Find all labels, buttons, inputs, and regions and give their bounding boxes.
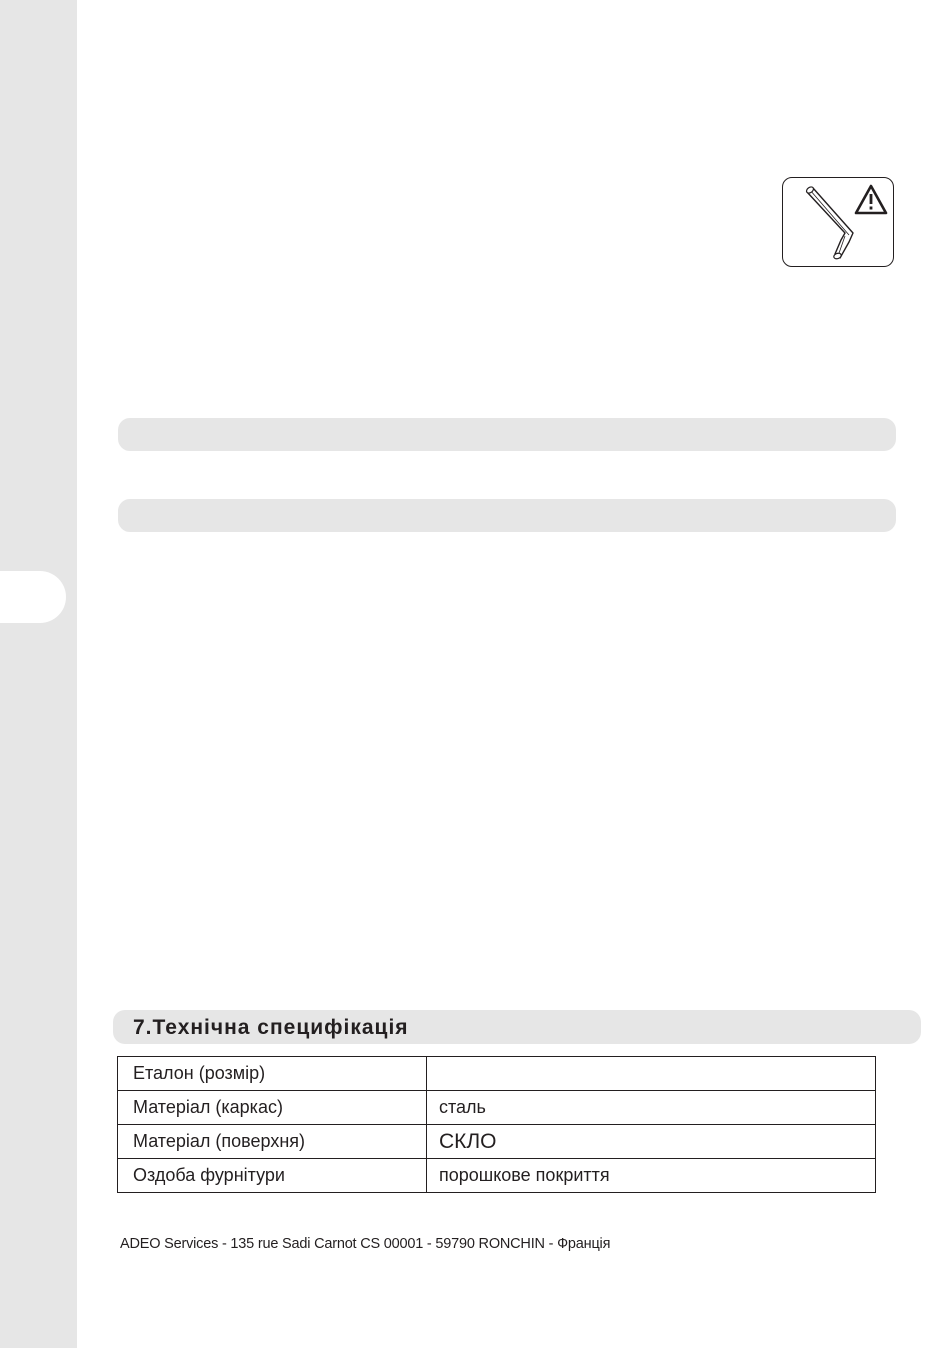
tool-requirement-box: [782, 177, 894, 267]
spec-label: Матеріал (поверхня): [118, 1125, 427, 1159]
table-row: [118, 1159, 876, 1193]
warning-triangle-icon: [783, 178, 895, 268]
side-margin-strip: [0, 0, 77, 1348]
gray-band-2: [118, 499, 896, 532]
spec-value: сталь: [427, 1091, 876, 1125]
spec-label: Матеріал (каркас): [118, 1091, 427, 1125]
table-row: [118, 1091, 876, 1125]
gray-band-1: [118, 418, 896, 451]
section-header-bar: [113, 1010, 921, 1044]
table-row: [118, 1057, 876, 1091]
spec-label: Оздоба фурнітури: [118, 1159, 427, 1193]
spec-value: порошкове покриття: [427, 1159, 876, 1193]
spec-table: [117, 1056, 876, 1193]
spec-label: Еталон (розмір): [118, 1057, 427, 1091]
table-row: [118, 1125, 876, 1159]
footer-address: ADEO Services - 135 rue Sadi Carnot CS 00001 - 59790 RONCHIN - Франція: [120, 1236, 611, 1252]
spec-value: СКЛО: [427, 1125, 876, 1159]
section-title: 7.Технічна специфікація: [133, 1016, 409, 1039]
spec-value: [427, 1057, 876, 1091]
side-tab-marker: [0, 571, 66, 623]
